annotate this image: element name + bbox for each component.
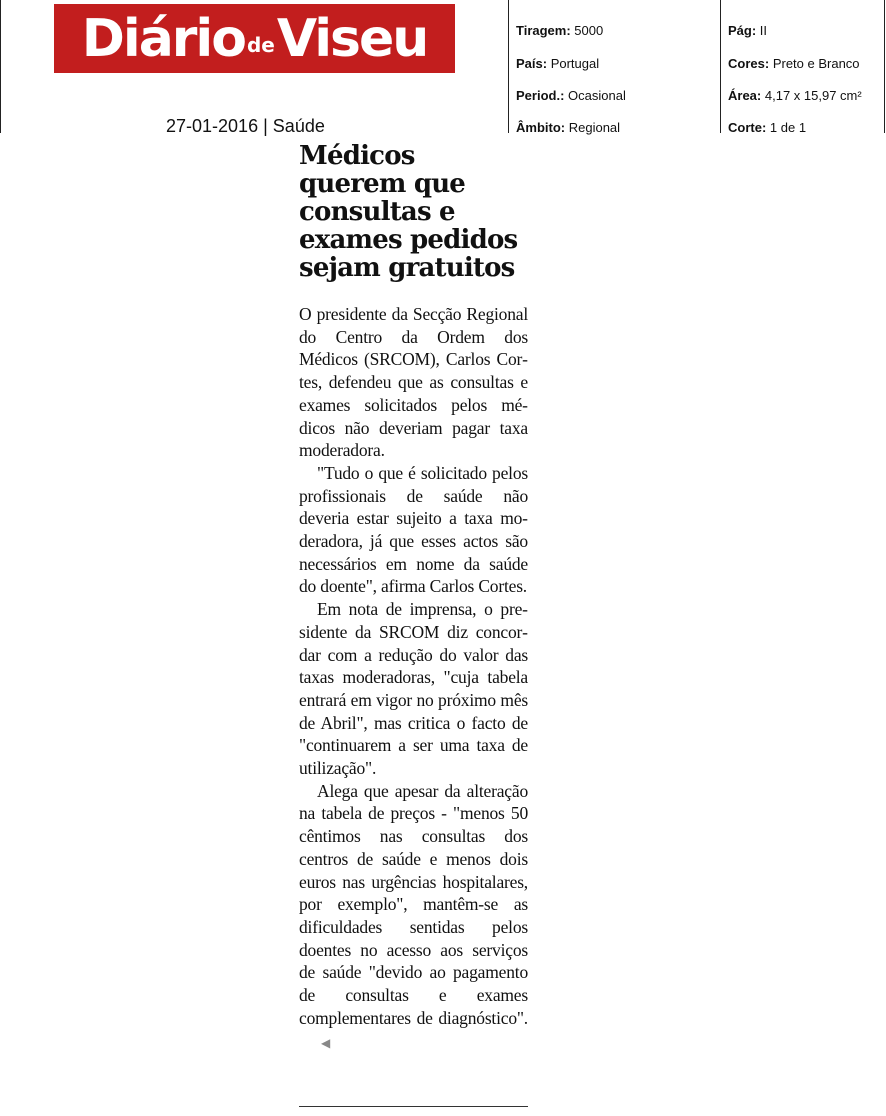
meta-ambito-value: Regional [568, 120, 621, 135]
end-triangle-icon: ◀ [321, 1035, 331, 1050]
meta-corte [728, 120, 806, 135]
meta-period [516, 88, 626, 103]
meta-pag-label: Pág: [728, 23, 757, 38]
meta-tiragem-label: Tiragem: [516, 23, 571, 38]
article-paragraph-text: Alega que apesar da alteração na tabela de preços - "menos 50 cêntimos nas consultas dos centros de saúde e menos dois euros nas urgências hospitalares, por exemplo", mantêm-se as dificuldades sentidas pelos doentes no acesso aos serviços de saúde "devido ao pagamento de consultas e exames complementares de diagnóstico". [299, 780, 528, 1028]
meta-tiragem [516, 23, 603, 38]
meta-corte-value: 1 de 1 [769, 120, 807, 135]
meta-cores-value: Preto e Branco [772, 56, 860, 71]
meta-area [728, 88, 862, 103]
dateline [166, 116, 325, 137]
section-name: Saúde [272, 116, 325, 136]
article-paragraph: "Tudo o que é solicitado pelos profissionais de saúde não deveria estar sujeito a taxa moderadora, já que esses actos são necessários em nome da saúde do doente", afirma Carlos Cortes. [299, 462, 528, 597]
article-body [299, 303, 528, 1054]
meta-cores-label: Cores: [728, 56, 770, 71]
logo-word-de: de [246, 33, 275, 57]
divider-right [884, 0, 885, 133]
meta-corte-label: Corte: [728, 120, 767, 135]
divider-meta-2 [720, 0, 721, 133]
article-paragraph: Em nota de imprensa, o presidente da SRCOM diz concordar com a redução do valor das taxas moderadoras, "cuja tabela entrará em vigor no próximo mês de Abril", mas critica o facto de "continuarem a ser uma taxa de utilização". [299, 599, 528, 779]
meta-pag [728, 23, 767, 38]
meta-area-value: 4,17 x 15,97 cm² [764, 88, 862, 103]
logo-word-viseu: Viseu [276, 8, 428, 69]
publication-date: 27-01-2016 [166, 116, 259, 136]
logo-word-diario: Diário [81, 8, 245, 69]
meta-period-label: Period.: [516, 88, 565, 103]
meta-area-label: Área: [728, 88, 762, 103]
meta-pais-value: Portugal [550, 56, 600, 71]
divider-left [0, 0, 1, 133]
meta-cores [728, 56, 860, 71]
article-headline: Médicos querem que consultas e exames pedidos sejam gratuitos [299, 141, 518, 283]
meta-pais [516, 56, 599, 71]
newspaper-logo [54, 4, 455, 73]
article-paragraph-last [299, 780, 528, 1054]
meta-ambito [516, 120, 620, 135]
article [299, 142, 528, 1054]
meta-ambito-label: Âmbito: [516, 120, 566, 135]
divider-meta-1 [508, 0, 509, 133]
meta-period-value: Ocasional [568, 88, 626, 103]
article-paragraph: O presidente da Secção Regional do Centro da Ordem dos Médicos (SRCOM), Carlos Cortes, defendeu que as consultas e exames solicitados pelos médicos não deveriam pagar taxa moderadora. [299, 304, 528, 461]
dateline-separator: | [263, 116, 268, 136]
meta-tiragem-value: 5000 [574, 23, 604, 38]
meta-pag-value: II [759, 23, 768, 38]
meta-pais-label: País: [516, 56, 548, 71]
article-bottom-rule [299, 1106, 528, 1107]
